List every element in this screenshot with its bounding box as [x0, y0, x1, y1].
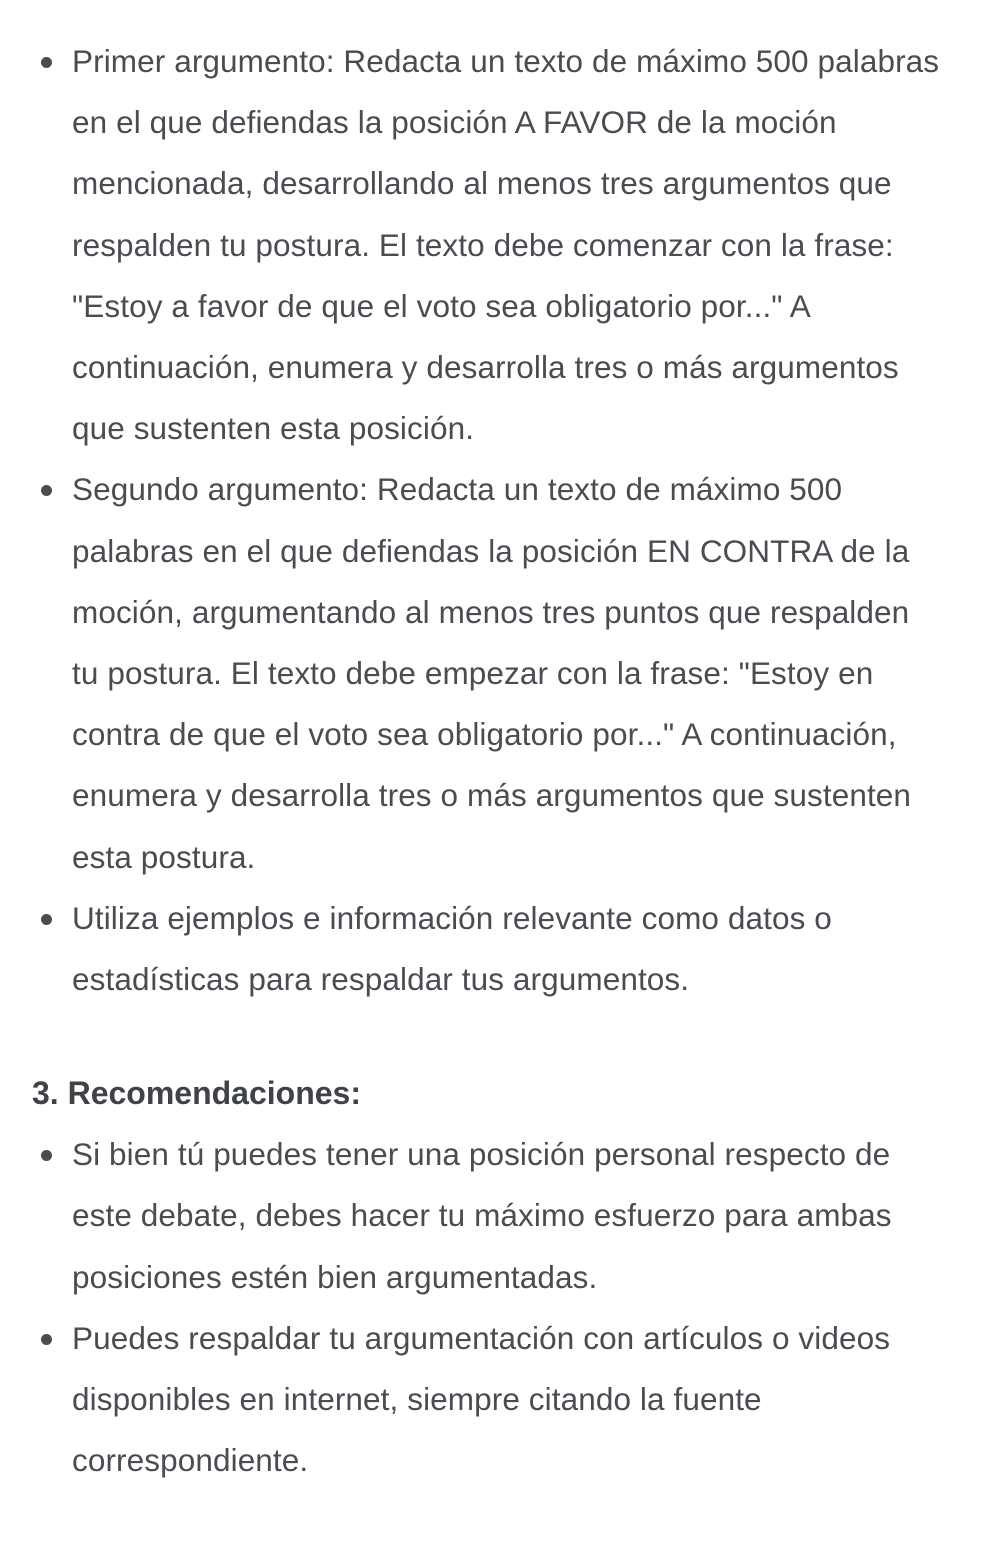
- list-item-recommendation: [72, 1124, 942, 1308]
- recommendations-list: [0, 1124, 942, 1491]
- list-item-use-examples: [72, 888, 942, 1010]
- bullet-icon: [41, 1334, 52, 1345]
- bullet-icon: [41, 57, 52, 68]
- bullet-icon: [41, 1150, 52, 1161]
- list-item-text: Puedes respaldar tu argumentación con artículos o videos disponibles en internet, siempre citando la fuente correspondiente.: [72, 1319, 891, 1479]
- list-item-recommendation: [72, 1308, 942, 1492]
- list-item-text: Segundo argumento: Redacta un texto de máximo 500 palabras en el que defiendas la posición EN CONTRA de la moción, argumentando al menos tres puntos que respalden tu postura. El texto debe empezar con la frase: "Estoy en contra de que el voto sea obligatorio por..." A continuación, enumera y desarrolla tres o más argumentos que sustenten esta postura.: [72, 471, 912, 875]
- argument-instructions-list: [0, 31, 942, 1010]
- list-item-text: Primer argumento: Redacta un texto de máximo 500 palabras en el que defiendas la posición A FAVOR de la moción mencionada, desarrollando al menos tres argumentos que respalden tu postura. El texto debe comenzar con la frase: "Estoy a favor de que el voto sea obligatorio por..." A continuación, enumera y desarrolla tres o más argumentos que sustenten esta posición.: [72, 43, 940, 447]
- bullet-icon: [41, 485, 52, 496]
- list-item-first-argument: [72, 31, 942, 459]
- section-heading-recomendaciones: 3. Recomendaciones:: [32, 1075, 361, 1112]
- list-item-text: Utiliza ejemplos e información relevante como datos o estadísticas para respaldar tus argumentos.: [72, 899, 832, 998]
- list-item-text: Si bien tú puedes tener una posición personal respecto de este debate, debes hacer tu máximo esfuerzo para ambas posiciones estén bien argumentadas.: [72, 1136, 892, 1295]
- bullet-icon: [41, 914, 52, 925]
- list-item-second-argument: [72, 459, 942, 887]
